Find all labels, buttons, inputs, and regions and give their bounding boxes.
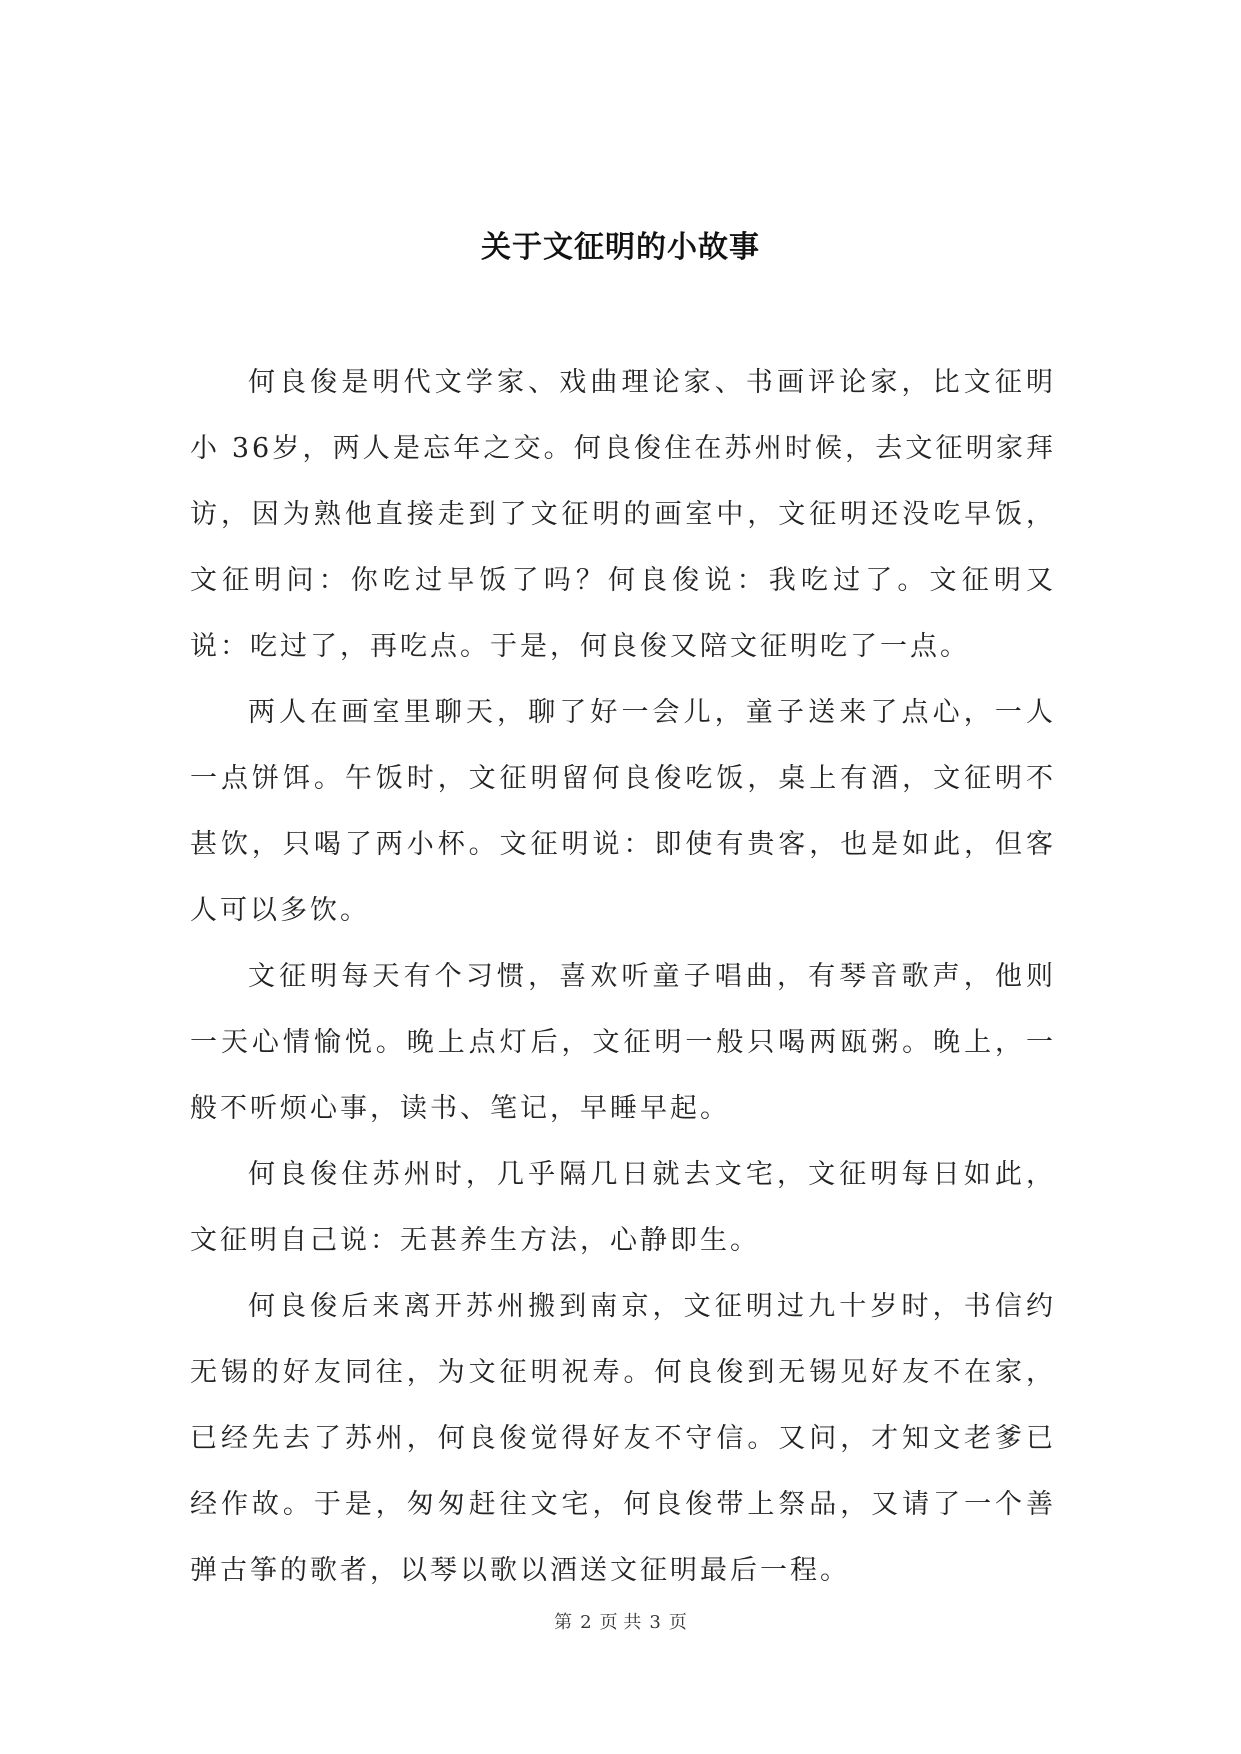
paragraph-3: 文征明每天有个习惯，喜欢听童子唱曲，有琴音歌声，他则一天心情愉悦。晚上点灯后，文征明一般只喝两瓯粥。晚上，一般不听烦心事，读书、笔记，早睡早起。	[190, 961, 1056, 1124]
paragraph-2: 两人在画室里聊天，聊了好一会儿，童子送来了点心，一人一点饼饵。午饭时，文征明留何良俊吃饭，桌上有酒，文征明不甚饮，只喝了两小杯。文征明说：即使有贵客，也是如此，但客人可以多饮。	[190, 697, 1056, 926]
document-body	[190, 350, 1056, 1604]
footer-suffix: 页	[668, 1612, 687, 1633]
page-footer	[0, 1608, 1241, 1634]
footer-total-pages: 3	[649, 1612, 661, 1633]
footer-middle: 页 共	[599, 1612, 642, 1633]
document-title: 关于文征明的小故事	[481, 230, 760, 265]
footer-current-page: 2	[580, 1612, 592, 1633]
paragraph-4: 何良俊住苏州时，几乎隔几日就去文宅，文征明每日如此，文征明自己说：无甚养生方法，心静即生。	[190, 1159, 1056, 1256]
paragraph-5: 何良俊后来离开苏州搬到南京，文征明过九十岁时，书信约无锡的好友同往，为文征明祝寿。何良俊到无锡见好友不在家，已经先去了苏州，何良俊觉得好友不守信。又问，才知文老爹已经作故。于是，匆匆赶往文宅，何良俊带上祭品，又请了一个善弹古筝的歌者，以琴以歌以酒送文征明最后一程。	[190, 1291, 1056, 1586]
paragraph-1: 何良俊是明代文学家、戏曲理论家、书画评论家，比文征明小 36岁，两人是忘年之交。何良俊住在苏州时候，去文征明家拜访，因为熟他直接走到了文征明的画室中，文征明还没吃早饭，文征明问：你吃过早饭了吗？何良俊说：我吃过了。文征明又说：吃过了，再吃点。于是，何良俊又陪文征明吃了一点。	[190, 367, 1056, 662]
footer-prefix: 第	[554, 1612, 573, 1633]
